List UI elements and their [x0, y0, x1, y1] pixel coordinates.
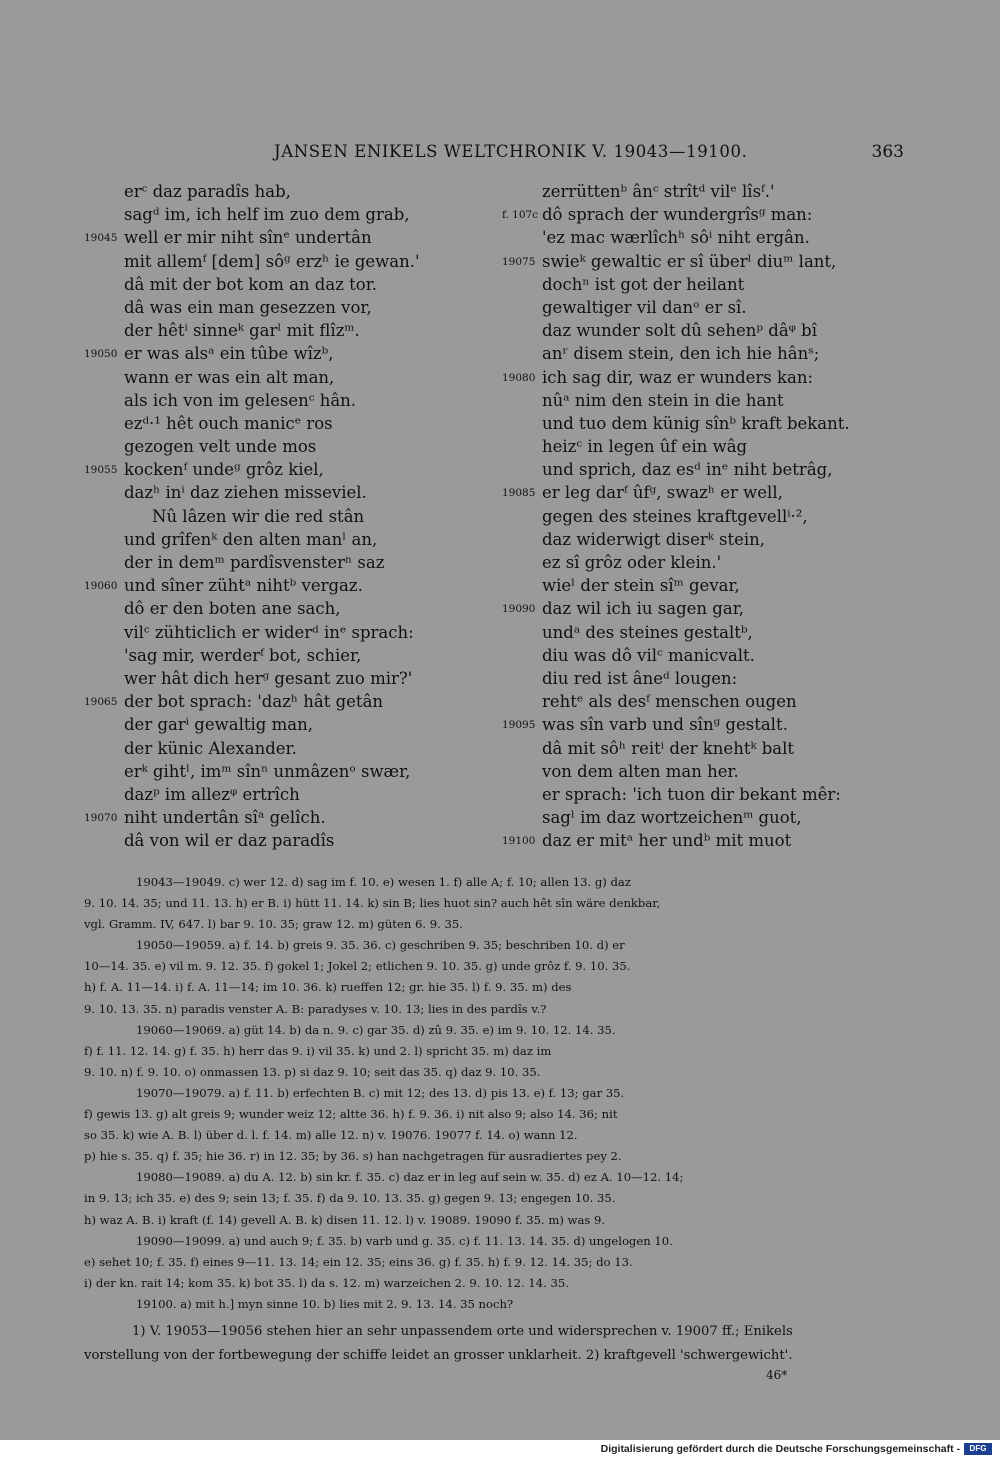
line-number: 19085 — [502, 487, 536, 500]
verse-line — [84, 597, 484, 620]
verse-line — [84, 366, 484, 389]
line-number: f. 107c — [502, 209, 539, 222]
verse-text: undᵃ des steines gestaltᵇ, — [542, 622, 753, 642]
verse-text: heizᶜ in legen ûf ein wâg — [542, 437, 748, 457]
verse-text: sagᵈ im, ich helf im zuo dem grab, — [124, 205, 410, 225]
apparatus-line: f) f. 11. 12. 14. g) f. 35. h) herr das 9. i) vil 35. k) und 2. l) spricht 35. m) daz im — [84, 1043, 552, 1058]
running-head — [84, 142, 904, 168]
verse-text: dazᵖ im allezᵠ ertrîch — [124, 784, 300, 804]
verse-text: der hêtⁱ sinneᵏ garˡ mit flîzᵐ. — [124, 321, 360, 341]
verse-line — [84, 435, 484, 458]
apparatus-line: vgl. Gramm. IV, 647. l) bar 9. 10. 35; graw 12. m) güten 6. 9. 35. — [84, 917, 463, 932]
verse-line — [502, 203, 902, 226]
sheet-signature: 46* — [766, 1368, 788, 1382]
line-number: 19060 — [84, 580, 118, 593]
running-title: JANSEN ENIKELS WELTCHRONIK V. 19043—19100. — [274, 142, 748, 161]
verse-line — [502, 690, 902, 713]
line-number: 19080 — [502, 371, 536, 384]
verse-line — [84, 621, 484, 644]
verse-text: diu was dô vilᶜ manicvalt. — [542, 645, 755, 665]
apparatus-line: 19043—19049. c) wer 12. d) sag im f. 10. e) wesen 1. f) alle A; f. 10; allen 13. g) daz — [136, 875, 631, 889]
verse-text: erᵏ gihtˡ, imᵐ sînⁿ unmâzenᵒ swær, — [124, 761, 411, 781]
apparatus-line: in 9. 13; ich 35. e) des 9; sein 13; f. 35. f) da 9. 10. 13. 35. g) gegen 9. 13; engegen 10. 35. — [84, 1191, 616, 1206]
apparatus-line: 19070—19079. a) f. 11. b) erfechten B. c) mit 12; des 13. d) pis 13. e) f. 13; gar 35. — [136, 1085, 625, 1100]
verse-text: 'ez mac wærlîchʰ sôⁱ niht ergân. — [542, 228, 810, 248]
verse-line — [84, 644, 484, 667]
verse-text: und sprich, daz esᵈ inᵉ niht betrâg, — [542, 460, 833, 480]
verse-line — [84, 713, 484, 736]
verse-text: dô er den boten ane sach, — [124, 599, 341, 619]
verse-text: gegen des steines kraftgevellⁱ·², — [542, 506, 808, 526]
apparatus-line: h) f. A. 11—14. i) f. A. 11—14; im 10. 36. k) rueffen 12; gr. hie 35. l) f. 9. 35. m) des — [84, 980, 572, 995]
verse-line — [502, 644, 902, 667]
verse-line — [84, 690, 484, 713]
verse-text: gewaltiger vil danᵒ er sî. — [542, 297, 747, 317]
apparatus-line: 19080—19089. a) du A. 12. b) sin kr. f. 35. c) daz er in leg auf sein w. 35. d) ez A. 10—12. 14; — [136, 1170, 684, 1185]
verse-text: von dem alten man her. — [542, 761, 739, 781]
apparatus-line: 9. 10. 14. 35; und 11. 13. h) er B. i) hütt 11. 14. k) sin B; lies huot sin? auch hêt sîn wäre denkbar, — [84, 896, 661, 911]
verse-line — [502, 760, 902, 783]
verse-line — [502, 574, 902, 597]
verse-text: zerrüttenᵇ ânᶜ strîtᵈ vilᵉ lîsᶠ.' — [542, 182, 775, 201]
verse-line — [502, 296, 902, 319]
credit-bar — [0, 1440, 1000, 1458]
verse-text: swieᵏ gewaltic er sî überˡ diuᵐ lant, — [542, 251, 837, 271]
verse-text: und grîfenᵏ den alten manˡ an, — [124, 529, 378, 549]
apparatus-line: 19090—19099. a) und auch 9; f. 35. b) varb und g. 35. c) f. 11. 13. 14. 35. d) ungelogen 10. — [136, 1233, 673, 1248]
verse-line — [502, 505, 902, 528]
footnotes — [84, 1320, 900, 1368]
page-number: 363 — [871, 142, 904, 162]
verse-text: rehtᵉ als desᶠ menschen ougen — [542, 692, 797, 712]
verse-line — [502, 180, 902, 203]
verse-line — [84, 760, 484, 783]
apparatus-line: 9. 10. n) f. 9. 10. o) onmassen 13. p) si daz 9. 10; seit das 35. q) daz 9. 10. 35. — [84, 1064, 541, 1079]
verse-text: daz er mitᵃ her undᵇ mit muot — [542, 831, 792, 851]
verse-line — [502, 481, 902, 504]
verse-column-right — [502, 180, 902, 852]
verse-text: was sîn varb und sînᵍ gestalt. — [542, 715, 788, 735]
verse-line — [84, 481, 484, 504]
line-number: 19055 — [84, 464, 118, 477]
verse-text: sagˡ im daz wortzeichenᵐ guot, — [542, 808, 802, 828]
verse-line — [502, 597, 902, 620]
verse-text: wieˡ der stein sîᵐ gevar, — [542, 576, 740, 596]
verse-line — [502, 713, 902, 736]
line-number: 19095 — [502, 719, 536, 732]
apparatus-line: i) der kn. rait 14; kom 35. k) bot 35. l) da s. 12. m) warzeichen 2. 9. 10. 12. 14. 35. — [84, 1275, 569, 1290]
verse-text: dô sprach der wundergrîsᵍ man: — [542, 205, 813, 225]
funding-credit: Digitalisierung gefördert durch die Deutsche Forschungsgemeinschaft - — [600, 1443, 960, 1455]
verse-line — [502, 226, 902, 249]
verse-line — [502, 737, 902, 760]
verse-text: well er mir niht sînᵉ undertân — [124, 228, 372, 248]
verse-line — [84, 505, 484, 528]
verse-text: nûᵃ nim den stein in die hant — [542, 390, 784, 410]
verse-text: mit allemᶠ [dem] sôᵍ erzʰ ie gewan.' — [124, 251, 420, 271]
verse-line — [84, 574, 484, 597]
verse-text: ez sî grôz oder klein.' — [542, 553, 722, 572]
verse-line — [502, 528, 902, 551]
verse-text: gezogen velt unde mos — [124, 437, 317, 457]
verse-text: dochⁿ ist got der heilant — [542, 274, 745, 294]
verse-text: niht undertân sîᵃ gelîch. — [124, 808, 326, 828]
verse-line — [84, 737, 484, 760]
verse-line — [84, 458, 484, 481]
apparatus-line: 19060—19069. a) güt 14. b) da n. 9. c) gar 35. d) zû 9. 35. e) im 9. 10. 12. 14. 35. — [136, 1022, 616, 1037]
verse-text: er leg darᶠ ûfᵍ, swazʰ er well, — [542, 483, 783, 503]
verse-line — [502, 389, 902, 412]
verse-line — [84, 551, 484, 574]
line-number: 19100 — [502, 835, 536, 848]
apparatus-line: so 35. k) wie A. B. l) über d. l. f. 14. m) alle 12. n) v. 19076. 19077 f. 14. o) wann 12. — [84, 1128, 578, 1143]
verse-text: wann er was ein alt man, — [124, 367, 335, 387]
verse-line — [502, 412, 902, 435]
verse-line — [502, 342, 902, 365]
verse-line — [84, 319, 484, 342]
apparatus-line: 19100. a) mit h.] myn sinne 10. b) lies mit 2. 9. 13. 14. 35 noch? — [136, 1296, 514, 1311]
verse-line — [502, 273, 902, 296]
verse-line — [84, 180, 484, 203]
verse-text: und sîner zühtᵃ nihtᵇ vergaz. — [124, 576, 363, 596]
verse-line — [502, 667, 902, 690]
apparatus-line: p) hie s. 35. q) f. 35; hie 36. r) in 12. 35; by 36. s) han nachgetragen für ausradiertes pey 2. — [84, 1149, 622, 1164]
verse-column-left — [84, 180, 484, 852]
verse-text: dâ was ein man gesezzen vor, — [124, 297, 372, 317]
line-number: 19050 — [84, 348, 118, 361]
apparatus-line: 10—14. 35. e) vil m. 9. 12. 35. f) gokel 1; Jokel 2; etlichen 9. 10. 35. g) unde grôz f. 9. 10. 35. — [84, 959, 631, 974]
verse-text: der garⁱ gewaltig man, — [124, 715, 313, 735]
line-number: 19065 — [84, 696, 118, 709]
verse-line — [502, 551, 902, 574]
verse-line — [502, 458, 902, 481]
line-number: 19070 — [84, 812, 118, 825]
verse-line — [84, 528, 484, 551]
line-number: 19045 — [84, 232, 118, 245]
apparatus-line: e) sehet 10; f. 35. f) eines 9—11. 13. 14; ein 12. 35; eins 36. g) f. 35. h) f. 9. 12. 14. 35; do 13. — [84, 1254, 633, 1269]
line-number: 19090 — [502, 603, 536, 616]
verse-line — [84, 226, 484, 249]
verse-text: vilᶜ zühticlich er widerᵈ inᵉ sprach: — [124, 622, 414, 642]
verse-line — [502, 621, 902, 644]
verse-text: kockenᶠ undeᵍ grôz kiel, — [124, 460, 324, 480]
verse-text: ich sag dir, waz er wunders kan: — [542, 367, 814, 387]
footnote-line: vorstellung von der fortbewegung der schiffe leidet an grosser unklarheit. 2) kraftgevell 'schwergewicht'. — [84, 1348, 793, 1363]
verse-text: anʳ disem stein, den ich hie hânˢ; — [542, 344, 820, 364]
verse-line — [502, 783, 902, 806]
verse-line — [84, 783, 484, 806]
verse-line — [84, 389, 484, 412]
footnote-line: 1) V. 19053—19056 stehen hier an sehr unpassendem orte und widersprechen v. 19007 ff.; Enikels — [132, 1324, 793, 1339]
verse-text: dâ mit sôʰ reitⁱ der knehtᵏ balt — [542, 738, 795, 758]
verse-line — [502, 366, 902, 389]
verse-line — [84, 250, 484, 273]
verse-text: er sprach: 'ich tuon dir bekant mêr: — [542, 784, 841, 804]
verse-text: wer hât dich herᵍ gesant zuo mir?' — [124, 668, 413, 688]
apparatus-line: 19050—19059. a) f. 14. b) greis 9. 35. 36. c) geschriben 9. 35; beschriben 10. d) er — [136, 938, 625, 953]
verse-line — [502, 319, 902, 342]
verse-line — [84, 806, 484, 829]
verse-text: daz wil ich iu sagen gar, — [542, 599, 745, 619]
verse-text: und tuo dem künig sînᵇ kraft bekant. — [542, 413, 850, 433]
verse-line — [84, 667, 484, 690]
dfg-logo: DFG — [964, 1443, 992, 1455]
verse-text: ezᵈ·¹ hêt ouch manicᵉ ros — [124, 413, 333, 433]
verse-line — [502, 250, 902, 273]
verse-line — [502, 806, 902, 829]
verse-line — [84, 296, 484, 319]
verse-text: 'sag mir, werderᶠ bot, schier, — [124, 645, 362, 665]
verse-text: daz widerwigt diserᵏ stein, — [542, 529, 766, 549]
line-number: 19075 — [502, 255, 536, 268]
verse-text: dazʰ inⁱ daz ziehen misseviel. — [124, 483, 367, 503]
verse-text: er was alsᵃ ein tûbe wîzᵇ, — [124, 344, 334, 364]
verse-line — [502, 829, 902, 852]
verse-text: der künic Alexander. — [124, 738, 297, 758]
verse-line — [84, 203, 484, 226]
apparatus-line: f) gewis 13. g) alt greis 9; wunder weiz 12; altte 36. h) f. 9. 36. i) nit also 9; also 14. 36; nit — [84, 1107, 618, 1122]
verse-text: erᶜ daz paradîs hab, — [124, 182, 291, 201]
verse-line — [84, 412, 484, 435]
verse-text: diu red ist âneᵈ lougen: — [542, 668, 738, 688]
apparatus-line: 9. 10. 13. 35. n) paradis venster A. B: paradyses v. 10. 13; lies in des pardîs v.? — [84, 1001, 547, 1016]
verse-line — [84, 829, 484, 852]
critical-apparatus — [84, 872, 900, 1315]
verse-text: dâ von wil er daz paradîs — [124, 831, 335, 851]
verse-line — [502, 435, 902, 458]
verse-line — [84, 342, 484, 365]
verse-text: der in demᵐ pardîsvensterⁿ saz — [124, 553, 385, 572]
verse-text: Nû lâzen wir die red stân — [152, 506, 365, 526]
verse-line — [84, 273, 484, 296]
verse-text: der bot sprach: 'dazʰ hât getân — [124, 692, 384, 712]
apparatus-line: h) waz A. B. i) kraft (f. 14) gevell A. B. k) disen 11. 12. l) v. 19089. 19090 f. 35. m) was 9. — [84, 1212, 606, 1227]
verse-text: als ich von im gelesenᶜ hân. — [124, 390, 357, 410]
verse-text: dâ mit der bot kom an daz tor. — [124, 274, 378, 294]
verse-text: daz wunder solt dû sehenᵖ dâᵠ bî — [542, 321, 818, 341]
